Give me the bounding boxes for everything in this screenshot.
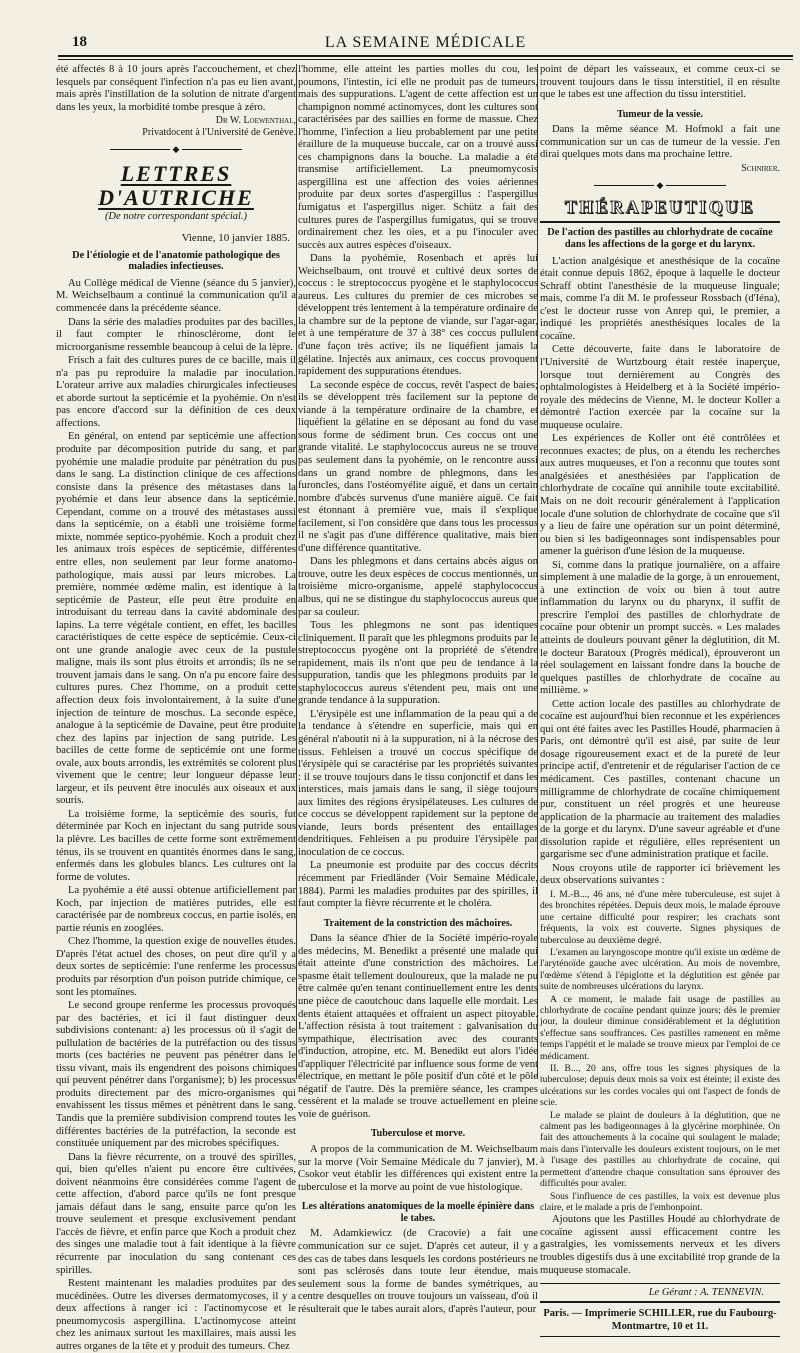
paragraph: La troisième forme, la septicémie des souris, fut déterminée par Koch en injectant du sang putride sous la plèvre. Les bacilles de cette forme sont extrêmement ténus, ils se trouvent en quantités énormes dans le sang, enfermés dans les globules blancs. Les cultures ont la forme de volutes. <box>56 808 296 883</box>
article-title: De l'action des pastilles au chlorhydrate de cocaïne dans les affections de la gorge et du larynx. <box>547 227 773 251</box>
column-3 <box>540 64 780 1332</box>
gerant-line: Le Gérant : A. TENNEVIN. <box>540 1283 780 1299</box>
observation-paragraph: I. M.-B..., 46 ans, né d'une mère tuberculeuse, est sujet à des bronchites répétées. Depuis deux mois, le malade éprouve une certaine difficulté pour respirer; les crachats sont fréquents, la voix est couverte. Signes physiques de tuberculose au deuxième degré. <box>540 888 780 946</box>
paragraph: Dans les phlegmons et dans certains abcès aigus on trouve, outre les deux espèces de coccus mentionnés, un troisième micro-organisme, appelé staphylococcus albus, qui ne se distingue du staphylococcus aureus que par sa couleur. <box>298 556 538 618</box>
paragraph: Chez l'homme, la question exige de nouvelles études. D'après l'état actuel des choses, on peut dire qu'il y a deux sortes de septicémie: l'une renferme les processus produits par résorption d'un poison putride chimique, ce sont les ptomaïnes. <box>56 936 296 998</box>
observation-paragraph: II. B..., 20 ans, offre tous les signes physiques de la tuberculose; depuis deux mois sa voix est éteinte; il existe des ulcérations sur les cordes vocales qui ont l'aspect de fonds de scie. <box>540 1063 780 1109</box>
paragraph: Cette découverte, faite dans le laboratoire de l'Université de Wurtzbourg était restée inaperçue, lorsque tout dernièrement au Congrès des ophtalmologistes à Heidelberg et à la Société império-royale des médecins de Vienne, M. le docteur Koller a démontré l'action exercée par la cocaïne sur la muqueuse oculaire. <box>540 344 780 431</box>
paragraph: Les expériences de Koller ont été contrôlées et reconnues exactes; de plus, on a étendu les recherches aux autres muqueuses, et l'on a reconnu que toutes sont analgésiées et anesthésiées par l'application de chlorhydrate de cocaïne qui annihile toute excitabilité. Mais on ne doit recourir généralement à l'application locale d'une solution de chlorhydrate de cocaïne que s'il y a lieu de faire une opération sur un point déterminé, ou bien si les badigeonnages sont indispensables pour amener la guérison d'une lésion de la muqueuse. <box>540 433 780 558</box>
paragraph: Dans la même séance M. Hofmokl a fait une communication sur un cas de tumeur de la vessie. J'en dirai quelques mots dans ma prochaine lettre. <box>540 124 780 161</box>
imprint-rule <box>540 1336 780 1337</box>
printer-imprint <box>540 1308 780 1333</box>
paragraph: Si, comme dans la pratique journalière, on a affaire simplement à une maladie de la gorge, à un enrouement, à une extinction de voix ou bien à tout autre inflammation du larynx ou du pharynx, il suffit de prescrire l'emploi des pastilles de chlorhydrate de cocaïne pour obtenir un prompt succès. « Les malades atteints de douleurs pouvant gêner la déglutition, dit M. le docteur Baratoux (Progrès médical), éprouveront un réel soulagement en laissant fondre dans la bouche de quelques pastilles de chlorhydrate de cocaïne au millième. » <box>540 559 780 697</box>
paragraph: Tous les phlegmons ne sont pas identiques cliniquement. Il paraît que les phlegmons produits par le streptococcus pyogène ont la propriété de s'étendre rapidement, mais ils n'ont que peu de tendance à la suppuration, tandis que les phlegmons produits par le staphylococcus aureus s'étendent peu, mais ont une grande tendance à la suppuration. <box>298 620 538 707</box>
paragraph: En général, on entend par septicémie une affection produite par décomposition putride du sang, et par pyohémie une maladie produite par pénétration du pus dans le sang. La distinction clinique de ces affections consiste dans la présence des métastases dans la pyohémie et dans leur absence dans la septicémie. Cependant, comme on a trouvé des métastases aussi dans la septicémie, on a établi une troisième forme mixte, nommée septico-pyohémie. Koch a produit chez les animaux trois espèces de septicémie, différentes entre elles, non seulement par leur forme anatomo-pathologique, mais aussi par leurs microbes. La première, nommée œdème malin, est identique à la septicémie de Pasteur, elle peut être produite en introduisant du terreau dans la cavité abdominale des lapins. La terre végétale contient, en effet, les bacilles caractéristiques de cette espèce de septicémie. Ceux-ci ont une grande analogie avec ceux de la pustule maligne, mais ils sont plus étroits et arrondis; ils ne se trouvent jamais dans le sang. On n'a pu encore faire des cultures pures. Chez l'homme, on a produit cette affection deux fois involontairement, à la suite d'une injection de teinture de moschus. La seconde espèce, analogue à la septicémie de Davaine, peut être produite chez des lapins par injection de sang putride. Les bacilles de cette forme de septicémie ont une forme ovale, aux bouts arrondis, les extrémités se colorent plus vivement que le centre; leur longueur dépasse leur largeur, et ils peuvent être inoculés aux oiseaux et aux souris. <box>56 431 296 807</box>
column-2 <box>298 64 538 1315</box>
section-title: LETTRES D'AUTRICHE <box>98 160 254 210</box>
paragraph: La pyohémie a été aussi obtenue artificiellement par Koch, par injection de matières putrides, elle est caractérisée par de nombreux coccus, en partie isolés, en partie réunis en zooglées. <box>56 885 297 934</box>
paragraph: Dans la série des maladies produites par des bacilles, il faut compter le rhinosclérome, dont le microorganisme ressemble beaucoup à celui de la lèpre. <box>56 316 296 353</box>
observation-paragraph: L'examen au laryngoscope montre qu'il existe un œdème de l'aryténoïde gauche avec ulcération. Au mois de novembre, l'œdème s'étend à l'épiglotte et la déglutition est gênée par suite de nombreuses ulcérations du larynx. <box>540 946 780 993</box>
subsection-title: Tuberculose et morve. <box>370 1128 466 1140</box>
paragraph: Dans la pyohémie, Rosenbach et après lui Weichselbaum, ont trouvé et cultivé deux sortes de coccus : le streptococcus pyogène et le staphylococcus aureus. Les cultures du premier de ces microbes se développent très lentement à la température ordinaire de la chambre sur de la peptone de viande, sur l'agar-agar, et à une température de 37 à 38° ces coccus pullulent d'une façon très active; ils ne liquéfient jamais la gélatine. Injectés aux animaux, ces coccus provoquent rapidement des suppurations étendues. <box>298 253 538 378</box>
observations <box>540 889 780 1213</box>
observation-paragraph: A ce moment, le malade fait usage de pastilles au chlorhydrate de cocaïne pendant quinze jours; dès le premier jour, la douleur diminue considérablement et la déglutition s'effectue sans souffrances. Ces pastilles ramenent en même temps l'appétit et le malade se trouve mieux par l'emploi de ce médicament. <box>540 993 780 1062</box>
paragraph: La pneumonie est produite par des coccus décrits récemment par Friedländer (Voir Semaine Médicale, 1884). Parmi les maladies produites par des spirilles, il faut compter la fièvre récurrente et le choléra. <box>298 860 538 910</box>
article-title: De l'étiologie et de l'anatomie pathologique des maladies infectieuses. <box>72 249 280 273</box>
journal-title: LA SEMAINE MÉDICALE <box>324 34 527 51</box>
paragraph: Restent maintenant les maladies produites par des mucédinées. Outre les diverses dermatomycoses, il y a deux affections à ranger ici : l'actinomycose et le pneumomycosis aspergillina. L'actinomycose atteint chez les animaux surtout les maxillaires, mais aussi les autres organes de la tête et y produit des tumeurs. Chez <box>56 1278 296 1352</box>
paragraph: Dans la fièvre récurrente, on a trouvé des spirilles, qui, bien qu'elles n'aient pu encore être cultivées, doivent néanmoins être considérées comme l'agent de cette affection, d'abord parce qu'ils ne font presque jamais défaut dans le sang, ensuite parce qu'on les trouve seulement et presque exclusivement pendant l'accès de fièvre, et enfin parce que Koch a produit chez des singes une maladie tout à fait identique à la fièvre récurrente par inoculation du sang contenant ces spirilles. <box>56 1151 296 1276</box>
section-title: THÉRAPEUTIQUE <box>564 197 756 218</box>
section-subtitle: (De notre correspondant spécial.) <box>104 210 248 222</box>
header-rule <box>58 55 793 57</box>
page-header <box>58 28 793 54</box>
signature-name: Schnirer. <box>741 162 780 174</box>
section-divider: ◆ <box>56 143 296 156</box>
section-divider: ◆ <box>540 179 780 192</box>
signature-title: Privatdocent à l'Université de Genève. <box>142 127 296 139</box>
subsection-title: Traitement de la constriction des mâchoires. <box>323 917 513 929</box>
paragraph: L'action analgésique et anesthésique de la cocaïne était connue depuis 1862, époque à laquelle le docteur Schraff obtint l'anesthésie de la muqueuse linguale; mais, comme l'a dit M. le professeur Rossbach (d'Iéna), c'est le docteur russe von Anrep qui, le premier, a indiqué les propriétés anesthésiques locales de la cocaïne. <box>540 255 780 342</box>
section-title-rule <box>540 221 780 223</box>
gerant-rule <box>540 1301 780 1303</box>
column-1 <box>56 64 297 1352</box>
paragraph: Cette action locale des pastilles au chlorhydrate de cocaïne est aujourd'hui bien reconnue et les expériences qui ont été faites avec les Pastilles Houdé, pharmacien à Paris, ont démontré qu'il est aisé, par suite de leur dosage rigoureusement exact et de la pureté de leur principe actif, d'entretenir et de régulariser l'action de ce médicament. Ces pastilles, contenant chacune un milligramme de chlorhydrate de cocaïne chimiquement pur, constituent un réel progrès et une heureuse application de la pharmacie au traitement des maladies de la gorge et du larynx. D'une saveur agréable et d'une dissolution rapide et régulière, elles représentent un gargarisme sec d'une administration pratique et facile. <box>540 698 780 861</box>
paragraph: Dans la séance d'hier de la Société império-royale des médecins, M. Benedikt a présenté une malade qui était atteinte d'une constriction des mâchoires. Le spasme était tellement douloureux, que la malade ne pu être calmée qu'en tenant continuellement entre les dents une pièce de caoutchouc dans laquelle elle mordait. Les dents étaient attaquées et offraient un aspect pitoyable. L'affection résista à tout traitement : galvanisation du sympathique, électrisation avec des courants d'induction, atropine, etc. M. Benedikt eut alors l'idée d'appliquer l'électricité par influence sous forme de vent électrique, en mettant le pôle positif d'un côté et le pôle négatif de l'autre. Dès la première séance, les crampes cessèrent et la malade se trouve actuellement en pleine voie de guérison. <box>298 933 538 1120</box>
dateline: Vienne, 10 janvier 1885. <box>181 231 290 244</box>
paragraph: Ajoutons que les Pastilles Houdé au chlorhydrate de cocaïne agissent aussi efficacement contre les gastralgies, les vomissements nerveux et les divers troubles digestifs dus à une excitabilité trop grande de la muqueuse stomacale. <box>540 1214 780 1276</box>
paragraph: Le second groupe renferme les processus provoqués par des bactéries, et ici il faut distinguer deux subdivisions contenant: a) les processus où il s'agit de pullulation de bactéries de la putréfaction ou des tissus morts (ces bactéries ne peuvent pas pénétrer dans le tissu vivant, mais ils engendrent des poisons chimiques qui peuvent pénétrer dans l'organisme); b) les processus produits directement par des micro-organismes qui envahissent les tissus mêmes et pénètrent dans le sang. Tandis que la première subdivision comprend toutes les différentes bactéries de la putréfaction, la seconde est constituée uniquement par des microbes spécifiques. <box>56 1000 296 1150</box>
paragraph: M. Adamkiewicz (de Cracovie) a fait une communication sur ce sujet. D'après cet auteur, il y a des cas de tabes dans lesquels les cordons postérieurs ne sont pas sclérosés dans toute leur étendue, mais seulement sous la forme de bandes symétriques, au centre desquelles on trouve toujours un vaisseau, d'où il résulterait que le tabes aurait alors, d'après l'auteur, pour <box>298 1228 538 1315</box>
column-separator <box>296 64 297 1079</box>
paragraph: Au Collège médical de Vienne (séance du 5 janvier), M. Weichselbaum a continué la communication qu'il a commencée dans la précédente séance. <box>56 277 296 315</box>
paragraph: Nous croyons utile de rapporter ici brièvement les deux observations suivantes : <box>540 862 780 887</box>
signature-name: Dr W. Loewenthal, <box>215 115 296 127</box>
paragraph: L'érysipèle est une inflammation de la peau qui a de la tendance à s'étendre en superficie, mais qui en général n'aboutit ni à la suppuration, ni à la nécrose des tissus. Fehleisen a trouvé un coccus spécifique de l'érysipèle qui se caractérise par les propriétés suivantes : il se trouve toujours dans le tissu conjonctif et dans les interstices, mais jamais dans le sang, il siège toujours aux limites des régions érysipélateuses. Les cultures de ce coccus se développent rapidement sur la peptone de viande, leurs bords présentent des entaillages dendritiques. Fehleisen a pu produire l'érysipèle par inoculation de ce coccus. <box>298 708 538 858</box>
imprint-line: Paris. — Imprimerie SCHILLER, rue du Faubourg- <box>543 1308 777 1320</box>
paragraph: A propos de la communication de M. Weichselbaum sur la morve (Voir Semaine Médicale du 7 janvier), M. Csokor veut établir les différences qui existent entre la tuberculose et la morve au point de vue histologique. <box>298 1144 538 1193</box>
subsection-title: Tumeur de la vessie. <box>616 108 704 120</box>
paragraph: été affectés 8 à 10 jours après l'accouchement, et chez lesquels par conséquent l'infection n'a pas eu lien avant, mais après l'instillation de la solution de nitrate d'argent dans les yeux, la morbidité tombe presque à zéro. <box>56 64 296 113</box>
paragraph: point de départ les vaisseaux, et comme ceux-ci se trouvent toujours dans le tissu interstitiel, il en résulte que le tabes est une affection du tissu interstitiel. <box>540 64 780 101</box>
paragraph: l'homme, elle atteint les parties molles du cou, les poumons, l'intestin, ici elle ne produit pas de tumeurs, mais des suppurations. L'agent de cette affection est un champignon nommé actinomyces, dont les cultures sont caractérisées par des saillies en forme de massue. Chez l'homme, l'infection a lieu probablement par une petite éraillure de la muqueuse buccale, car on a trouvé aussi ces champignons dans la bouche. La maladie a été transmise artificiellement. La pneumomycosis aspergillina est une affection des voies aériennes produite par deux sortes d'aspergillus : l'aspergillus fumigatus et l'aspergillus niger. Schütz a fait des cultures pures de l'aspergillus fumigatus, qui se trouve ordinairement chez les oies, et a pu l'inoculer avec succès aux autres espèces d'oiseaux. <box>298 64 538 251</box>
observation-paragraph: Sous l'influence de ces pastilles, la voix est devenue plus claire, et le malade a pris de l'embonpoint. <box>540 1190 780 1213</box>
page-number: 18 <box>72 34 87 50</box>
header-rule-thin <box>58 59 793 60</box>
paragraph: La seconde espèce de coccus, revêt l'aspect de baies; ils se développent très facilement sur la peptone de viande à la température ordinaire de la chambre, et liquéfient la gélatine en se déposant au fond du vase sous forme de sédiment brun. Ces coccus ont une grande vitalité. Le staphylococcus aureus ne se trouve pas seulement dans la pyohémie, on le rencontre aussi dans un grand nombre de phlegmons, dans les furoncles, dans l'ostéomyélite aiguë, et dans un certain nombre d'abcès survenus d'une manière aiguë. Ce fait est étonnant à première vue, mais il s'explique facilement, si l'on considère que dans tous les processus il ne s'agit pas d'une différence qualitative, mais bien d'une différence quantitative. <box>298 379 538 554</box>
imprint-line: Montmartre, 10 et 11. <box>611 1320 709 1332</box>
subsection-title: Les altérations anatomiques de la moelle épinière dans le tabes. <box>301 1201 535 1224</box>
observation-paragraph: Le malade se plaint de douleurs à la déglutition, que ne calment pas les badigeonnages à la glycérine morphinée. On fait des attouchements à la cocaïne qui soulagent le malade; mais dans l'intervalle les douleurs existent toujours, on le met à l'usage des pastilles au chlorhydrate de cocaïne, qui permettent d'attendre chaque consultation sans éprouver des difficultés pour avaler. <box>540 1109 780 1190</box>
paragraph: Frisch a fait des cultures pures de ce bacille, mais il n'a pas pu reproduire la maladie par inoculation. L'orateur arrive aux maladies chirurgicales infectieuses et aborde surtout la septicémie et la pyohémie. On n'est pas encore d'accord sur la définition de ces deux affections. <box>56 355 296 429</box>
